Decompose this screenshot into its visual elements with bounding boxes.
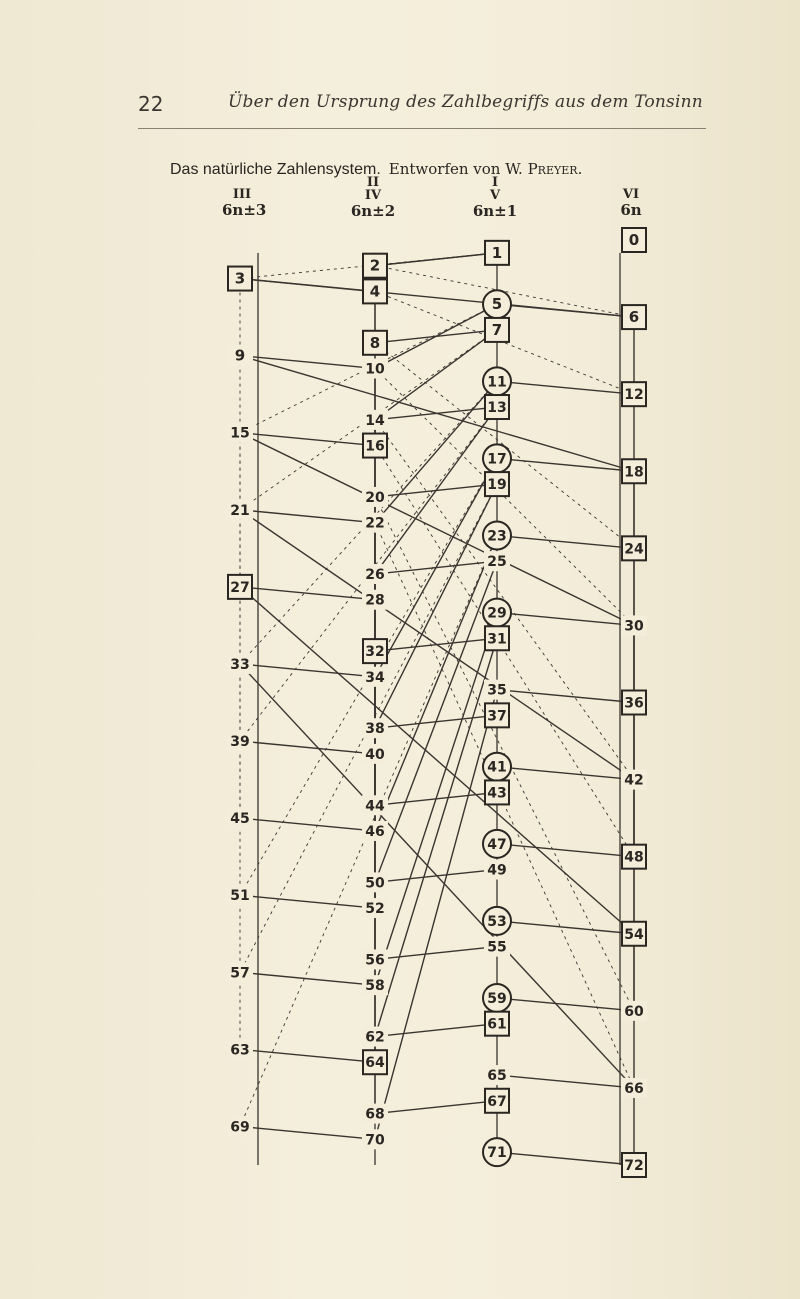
succ-line-63 xyxy=(240,1049,375,1062)
number-node-24 xyxy=(622,536,646,560)
number-node-53 xyxy=(483,907,511,935)
number-label: 63 xyxy=(230,1042,250,1059)
succ-line-43 xyxy=(375,792,497,805)
number-label: 38 xyxy=(365,721,385,738)
figure-credit-prefix: Entworfen von W. xyxy=(388,160,523,178)
number-node-38 xyxy=(362,718,388,738)
number-label: 12 xyxy=(624,387,644,404)
succ-line-51 xyxy=(240,895,375,908)
succ-line-11 xyxy=(497,381,634,394)
number-node-7 xyxy=(485,318,509,342)
succ-line-45 xyxy=(240,818,375,831)
number-label: 69 xyxy=(230,1119,250,1136)
number-node-71 xyxy=(483,1138,511,1166)
number-node-42 xyxy=(621,770,647,790)
number-node-69 xyxy=(227,1116,253,1136)
number-label: 48 xyxy=(624,849,644,866)
number-label: 24 xyxy=(624,541,644,558)
figure-title-main: Das natürliche Zahlensystem. xyxy=(170,161,381,178)
number-node-1 xyxy=(485,241,509,265)
number-label: 30 xyxy=(624,618,644,635)
number-node-44 xyxy=(362,795,388,815)
succ-line-23 xyxy=(497,535,634,548)
header-col-0-formula: 6n xyxy=(620,201,642,219)
number-label: 71 xyxy=(487,1145,507,1162)
number-label: 15 xyxy=(230,425,250,442)
number-node-39 xyxy=(227,731,253,751)
number-node-54 xyxy=(622,922,646,946)
succ-line-67 xyxy=(375,1101,497,1114)
number-label: 28 xyxy=(365,592,385,609)
number-label: 56 xyxy=(365,952,385,969)
number-label: 1 xyxy=(491,243,503,262)
number-node-55 xyxy=(484,937,510,957)
double-line-31 xyxy=(375,638,497,1036)
number-label: 57 xyxy=(230,965,250,982)
number-node-22 xyxy=(362,513,388,533)
number-label: 19 xyxy=(487,477,507,494)
succ-line-69 xyxy=(240,1126,375,1139)
number-node-50 xyxy=(362,872,388,892)
succ-line-5 xyxy=(497,304,634,317)
number-label: 70 xyxy=(365,1132,385,1149)
number-node-49 xyxy=(484,860,510,880)
number-label: 52 xyxy=(365,901,385,918)
double-line-23 xyxy=(375,535,497,830)
number-label: 58 xyxy=(365,978,385,995)
number-label: 6 xyxy=(628,308,640,327)
number-label: 65 xyxy=(487,1068,507,1085)
running-head: Über den Ursprung des Zahlbegriffs aus dem Tonsinn xyxy=(228,92,703,112)
number-node-5 xyxy=(483,290,511,318)
number-node-65 xyxy=(484,1065,510,1085)
number-node-15 xyxy=(227,423,253,443)
number-label: 23 xyxy=(487,528,507,545)
succ-line-29 xyxy=(497,613,634,626)
number-label: 5 xyxy=(491,295,503,314)
number-node-10 xyxy=(362,358,388,378)
number-label: 10 xyxy=(365,361,385,378)
number-label: 60 xyxy=(624,1003,644,1020)
succ-line-49 xyxy=(375,870,497,883)
header-col-1-formula: 6n±1 xyxy=(472,202,518,220)
figure-credit-author: Preyer. xyxy=(527,160,583,178)
number-label: 72 xyxy=(624,1158,644,1174)
page-number: 22 xyxy=(138,92,164,116)
number-label: 62 xyxy=(365,1029,385,1046)
number-node-4 xyxy=(363,279,387,303)
number-label: 40 xyxy=(365,746,385,763)
number-label: 43 xyxy=(487,785,507,802)
number-label: 33 xyxy=(230,656,250,673)
number-label: 59 xyxy=(487,990,507,1007)
number-node-8 xyxy=(363,331,387,355)
header-col-2-formula: 6n±2 xyxy=(350,202,396,220)
succ-line-59 xyxy=(497,998,634,1011)
number-node-67 xyxy=(485,1089,509,1113)
number-node-6 xyxy=(622,305,646,329)
number-node-59 xyxy=(483,984,511,1012)
succ-line-33 xyxy=(240,664,375,677)
number-node-2 xyxy=(363,254,387,278)
number-node-14 xyxy=(362,410,388,430)
number-label: 51 xyxy=(230,888,250,905)
number-label: 16 xyxy=(365,438,385,455)
number-node-36 xyxy=(622,691,646,715)
number-node-13 xyxy=(485,395,509,419)
header-col-2-roman-top: II xyxy=(366,175,380,190)
number-node-9 xyxy=(227,346,253,366)
number-label: 22 xyxy=(365,515,385,532)
number-node-45 xyxy=(227,808,253,828)
number-node-68 xyxy=(362,1104,388,1124)
number-node-57 xyxy=(227,962,253,982)
number-label: 37 xyxy=(487,708,507,725)
number-label: 0 xyxy=(628,231,640,249)
number-node-37 xyxy=(485,703,509,727)
succ-line-3 xyxy=(240,279,375,292)
number-node-12 xyxy=(622,382,646,406)
number-label: 32 xyxy=(365,644,385,661)
succ-line-47 xyxy=(497,844,634,857)
number-label: 55 xyxy=(487,939,507,956)
succ-line-15 xyxy=(240,433,375,446)
number-label: 36 xyxy=(624,695,644,712)
double-line-19 xyxy=(375,484,497,728)
number-node-18 xyxy=(622,459,646,483)
succ-line-57 xyxy=(240,972,375,985)
header-col-3-roman: III xyxy=(232,187,252,202)
number-node-29 xyxy=(483,599,511,627)
number-label: 46 xyxy=(365,823,385,840)
number-label: 53 xyxy=(487,913,507,930)
number-label: 27 xyxy=(230,579,250,596)
number-node-60 xyxy=(621,1001,647,1021)
succ-line-55 xyxy=(375,947,497,960)
number-node-27 xyxy=(228,575,252,599)
number-label: 25 xyxy=(487,554,507,571)
number-node-46 xyxy=(362,821,388,841)
number-label: 64 xyxy=(365,1055,385,1072)
header-col-0-roman: VI xyxy=(622,187,640,202)
number-node-25 xyxy=(484,551,510,571)
number-node-19 xyxy=(485,472,509,496)
number-label: 3 xyxy=(234,269,246,288)
succ-line-53 xyxy=(497,921,634,934)
number-node-62 xyxy=(362,1027,388,1047)
number-node-47 xyxy=(483,830,511,858)
number-node-33 xyxy=(227,654,253,674)
number-label: 18 xyxy=(624,464,644,481)
number-node-70 xyxy=(362,1129,388,1149)
number-node-52 xyxy=(362,898,388,918)
number-node-64 xyxy=(363,1050,387,1074)
number-node-3 xyxy=(228,267,252,291)
number-label: 41 xyxy=(487,759,507,776)
number-node-26 xyxy=(362,564,388,584)
succ-line-1 xyxy=(375,253,497,266)
double-line-15 xyxy=(240,433,634,626)
number-node-48 xyxy=(622,845,646,869)
succ-line-71 xyxy=(497,1152,634,1165)
number-node-41 xyxy=(483,753,511,781)
number-label: 26 xyxy=(365,567,385,584)
number-node-16 xyxy=(363,434,387,458)
header-col-3-formula: 6n±3 xyxy=(222,201,267,219)
number-label: 50 xyxy=(365,875,385,892)
number-label: 9 xyxy=(234,346,246,365)
number-node-28 xyxy=(362,590,388,610)
number-node-61 xyxy=(485,1012,509,1036)
number-label: 31 xyxy=(487,631,507,648)
double-line-7 xyxy=(375,330,497,420)
number-label: 21 xyxy=(230,502,250,519)
succ-line-61 xyxy=(375,1024,497,1037)
number-label: 2 xyxy=(369,256,381,275)
number-node-43 xyxy=(485,780,509,804)
succ-line-39 xyxy=(240,741,375,754)
number-node-56 xyxy=(362,949,388,969)
double-line-35 xyxy=(375,690,497,1140)
number-node-20 xyxy=(362,487,388,507)
number-label: 29 xyxy=(487,605,507,622)
number-label: 34 xyxy=(365,669,385,686)
number-label: 66 xyxy=(624,1080,644,1097)
number-label: 11 xyxy=(487,374,507,391)
succ-line-21 xyxy=(240,510,375,523)
number-label: 49 xyxy=(487,862,507,879)
header-col-2-roman: IV xyxy=(364,188,382,203)
number-node-63 xyxy=(227,1039,253,1059)
succ-line-7 xyxy=(375,330,497,343)
succ-line-41 xyxy=(497,767,634,780)
number-node-40 xyxy=(362,744,388,764)
number-label: 67 xyxy=(487,1093,507,1110)
number-node-72 xyxy=(622,1153,646,1177)
number-label: 8 xyxy=(369,333,381,352)
number-node-0 xyxy=(622,228,646,252)
number-label: 4 xyxy=(369,282,381,301)
number-node-58 xyxy=(362,975,388,995)
number-node-31 xyxy=(485,626,509,650)
double-line-27 xyxy=(240,587,634,934)
header-col-1-roman-top: I xyxy=(491,175,499,190)
number-label: 39 xyxy=(230,734,250,751)
number-label: 68 xyxy=(365,1106,385,1123)
number-node-35 xyxy=(484,680,510,700)
succ-line-65 xyxy=(497,1075,634,1088)
number-label: 61 xyxy=(487,1016,507,1033)
number-label: 42 xyxy=(624,772,644,789)
connection-lines xyxy=(240,253,634,1165)
column-axes xyxy=(258,253,620,1165)
number-label: 7 xyxy=(491,320,503,339)
number-label: 45 xyxy=(230,811,250,828)
number-node-34 xyxy=(362,667,388,687)
number-node-23 xyxy=(483,521,511,549)
number-node-21 xyxy=(227,500,253,520)
number-label: 35 xyxy=(487,682,507,699)
number-label: 47 xyxy=(487,836,507,853)
number-node-66 xyxy=(621,1078,647,1098)
number-node-51 xyxy=(227,885,253,905)
header-col-1-roman: V xyxy=(489,188,501,203)
number-node-17 xyxy=(483,444,511,472)
number-node-11 xyxy=(483,367,511,395)
number-label: 20 xyxy=(365,489,385,506)
number-node-30 xyxy=(621,615,647,635)
number-label: 14 xyxy=(365,412,385,429)
number-node-32 xyxy=(363,639,387,663)
succ-line-13 xyxy=(375,407,497,420)
number-label: 17 xyxy=(487,451,507,468)
number-label: 54 xyxy=(624,926,644,943)
number-label: 13 xyxy=(487,400,507,417)
number-label: 44 xyxy=(365,798,385,815)
